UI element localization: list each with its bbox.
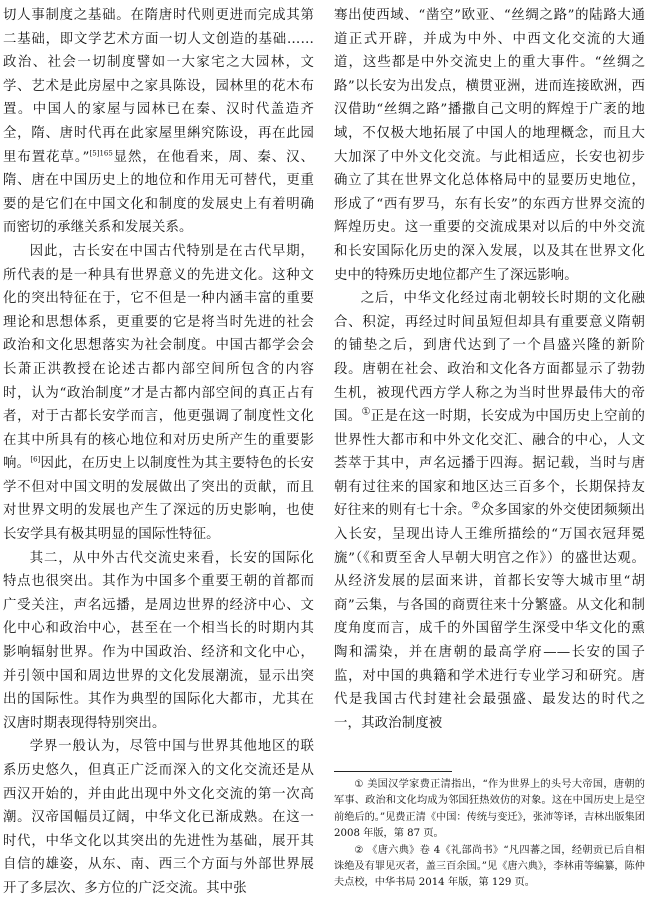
- footnote-1: ① 美国汉学家费正清指出，“作为世界上的头号大帝国，唐朝的军事、政治和文化均成为邻国狂热效仿的对象。这在中国历史上是空前绝后的。”见费正清《中国：传统与变迁》，张沛等译，吉林出版集团 2008 年版，第 87 页。: [334, 779, 645, 840]
- footnote-mark-1: ①: [361, 406, 371, 418]
- footnote-mark-2: ②: [471, 501, 481, 512]
- right-column: [334, 4, 645, 735]
- footnote-2: ② 《唐六典》卷 4《礼部尚书》“凡四蕃之国，经朝贡已后自相诛绝及有罪见灭者，盖三百余国。”见《唐六典》，李林甫等编纂，陈仲夫点校，中华书局 2014 年版，第 129 页。: [334, 844, 645, 889]
- citation-ref: [5]165: [89, 149, 113, 158]
- right-paragraph-1: 骞出使西域、“凿空”欧亚、“丝绸之路”的陆路大通道正式开辟，并成为中外、中西文化交流的大通道，这些都是中外交流史上的重大事件。“丝绸之路”以长安为出发点，横贯亚洲，进而连接欧洲，西汉借助“丝绸之路”播撒自己文明的辉煌于广袤的地域，不仅极大地拓展了中国人的地理概念，而且大大加深了中外文化交流。与此相适应，长安也初步确立了其在世界文化总体格局中的显要历史地位，形成了“西有罗马，东有长安”的东西方世界交流的辉煌历史。这一重要的交流成果对以后的中外交流和长安国际化历史的深入发展，以及其在世界文化史中的特殊历史地位都产生了深远影响。: [334, 8, 645, 283]
- left-paragraph-4: 学界一般认为，尽管中国与世界其他地区的联系历史悠久，但真正广泛而深入的文化交流还是从西汉开始的，并由此出现中外文化交流的第一次高潮。汉帝国幅员辽阔，中华文化已渐成熟。在这一时代，中华文化以其突出的先进性为基础，展开其自信的雄姿，从东、南、西三个方面与外部世界展开了多层次、多方位的广泛交流。其中张: [3, 739, 314, 896]
- left-paragraph-2: 因此，古长安在中国古代特别是在古代早期，所代表的是一种具有世界意义的先进文化。这种文化的突出特征在于，它不但是一种内涵丰富的重要理论和思想体系，更重要的它是将当时先进的社会政治和文化思想落实为社会制度。中国古都学会会长萧正洪教授在论述古都内部空间所包含的内容时，认为“政治制度”才是古都内部空间的真正占有者，对于古都长安学而言，他更强调了制度性文化在其中所具有的核心地位和对历史所产生的重要影响。[6]因此，在历史上以制度性为其主要特色的长安学不但对中国文明的发展做出了突出的贡献，而且对世界文明的发展也产生了深远的历史影响，也使长安学具有极其明显的国际性特征。: [3, 243, 314, 543]
- right-paragraph-2: 之后，中华文化经过南北朝较长时期的文化融合、积淀，再经过时间虽短但却具有重要意义隋朝的铺垫之后，到唐代达到了一个昌盛兴隆的新阶段。唐朝在社会、政治和文化各方面都显示了勃勃生机，被现代西方学人称之为当时世界最伟大的帝国。①正是在这一时期，长安成为中国历史上空前的世界性大都市和中外文化交汇、融合的中心，人文荟萃于其中，声名远播于四海。据记载，当时与唐朝有过往来的国家和地区达三百多个，长期保持友好往来的则有七十余。②众多国家的外交使团频频出入长安，呈现出诗人王维所描绘的“万国衣冠拜冕旒”（《和贾至舍人早朝大明宫之作》）的盛世达观。从经济发展的层面来讲，首都长安等大城市里“胡商”云集，与各国的商贾往来十分繁盛。从文化和制度角度而言，成千的外国留学生深受中华文化的熏陶和濡染，并在唐朝的最高学府——长安的国子监，对中国的典籍和学术进行专业学习和研究。唐代是我国古代封建社会最强盛、最发达的时代之一，其政治制度被: [334, 291, 645, 731]
- left-column: [3, 4, 314, 901]
- left-paragraph-1: 切人事制度之基础。在隋唐时代则更进而完成其第二基础，即文学艺术方面一切人文创造的基础……政治、社会一切制度譬如一大家宅之大园林，文学、艺术是此房屋中之家具陈设，园林里的花木布置。中国人的家屋与园林已在秦、汉时代盖造齐全，隋、唐时代再在此家屋里䌀究陈设，再在此园里布置花草。”$^{[5]165}$显然，在他看来，周、秦、汉、隋、唐在中国历史上的地位和作用无可替代，更重要的是它们在中国文化和制度的发展史上有着明确而密切的承继关系和发展关系。: [3, 8, 314, 236]
- footnote-divider: [334, 771, 452, 772]
- left-paragraph-3: 其二，从中外古代交流史来看，长安的国际化特点也很突出。其作为中国多个重要王朝的首都而广受关注，声名远播，是周边世界的经济中心、文化中心和政治中心，甚至在一个相当长的时期内其影响辐射世界。作为中国政治、经济和文化中心，并引领中国和周边世界的文化发展潮流，显示出突出的国际性。其作为典型的国际化大都市，尤其在汉唐时期表现得特别突出。: [3, 550, 314, 731]
- citation-ref: [6]: [30, 455, 41, 464]
- footnotes: [334, 777, 645, 892]
